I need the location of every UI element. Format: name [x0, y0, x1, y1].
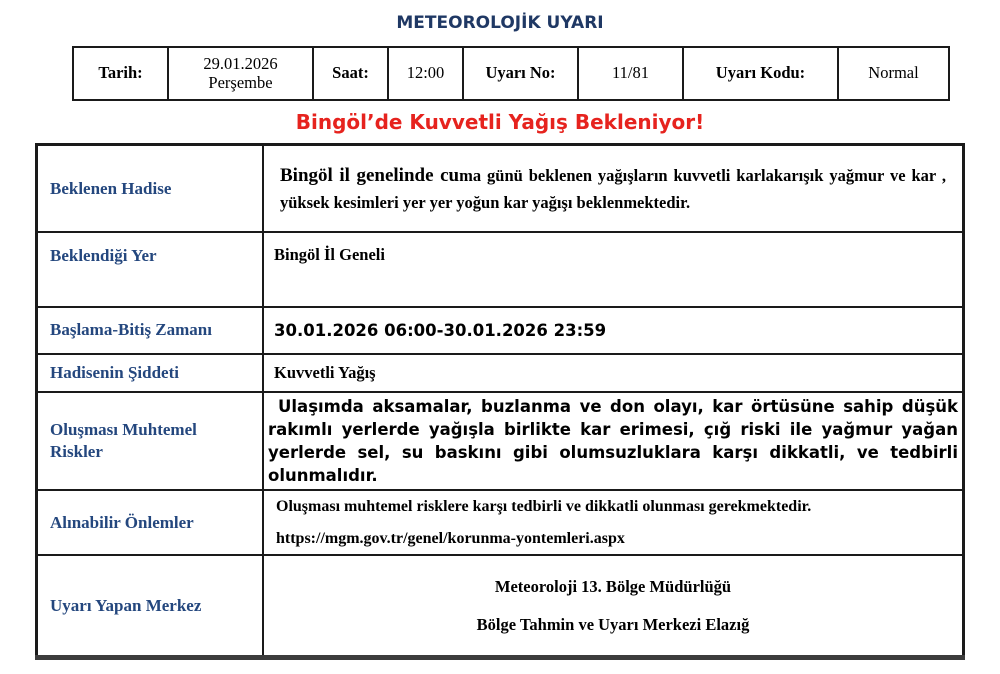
table-row-possible-risks [37, 392, 964, 490]
warning-detail-table [35, 143, 965, 660]
start-end-time-value: 30.01.2026 06:00-30.01.2026 23:59 [263, 307, 964, 354]
issuing-center-label: Uyarı Yapan Merkez [37, 555, 264, 658]
issuing-center-line2: Bölge Tahmin ve Uyarı Merkezi Elazığ [476, 614, 750, 634]
precautions-text: Oluşması muhtemel risklere karşı tedbirli ve dikkatli olunması gerekmektedir. [276, 497, 812, 515]
expected-event-text-rest: ma günü beklenen yağışların kuvvetli karlakarışık yağmur ve kar , yüksek kesimleri yer yer yoğun kar yağışı beklenmektedir. [280, 165, 946, 213]
possible-risks-value: Ulaşımda aksamalar, buzlanma ve don olayı, kar örtüsüne sahip düşük rakımlı yerlerde yağışla birlikte kar erimesi, çığ riski ile yağmur yağan yerlerde sel, su baskını gibi olumsuzluklara karşı dikkatli, ve tedbirli olunmalıdır. [263, 392, 964, 490]
start-end-time-label: Başlama-Bitiş Zamanı [37, 307, 264, 354]
time-value: 12:00 [388, 47, 463, 100]
warning-number-value: 11/81 [578, 47, 683, 100]
possible-risks-label: Oluşması Muhtemel Riskler [37, 392, 264, 490]
precautions-value [263, 490, 964, 555]
warning-number-label: Uyarı No: [463, 47, 578, 100]
expected-location-value: Bingöl İl Geneli [263, 232, 964, 307]
document-title: METEOROLOJİK UYARI [396, 13, 604, 33]
expected-event-label: Beklenen Hadise [37, 145, 264, 232]
table-row-expected-location [37, 232, 964, 307]
expected-location-label: Beklendiği Yer [37, 232, 264, 307]
issuing-center-line1: Meteoroloji 13. Bölge Müdürlüğü [494, 576, 732, 596]
date-value-day: Perşembe [208, 72, 273, 92]
warning-code-label: Uyarı Kodu: [683, 47, 838, 100]
expected-event-text-lead: Bingöl il genelinde cu [280, 164, 460, 186]
date-value-date: 29.01.2026 [203, 53, 278, 73]
precautions-label: Alınabilir Önlemler [37, 490, 264, 555]
date-value [168, 47, 313, 100]
event-severity-value: Kuvvetli Yağış [263, 354, 964, 392]
table-row-start-end-time [37, 307, 964, 354]
meta-table [72, 46, 950, 101]
precautions-url-link[interactable]: https://mgm.gov.tr/genel/korunma-yontemleri.aspx [276, 529, 625, 547]
date-label: Tarih: [73, 47, 168, 100]
table-row-issuing-center [37, 555, 964, 658]
table-row-expected-event [37, 145, 964, 232]
time-label: Saat: [313, 47, 388, 100]
table-row-event-severity [37, 354, 964, 392]
warning-code-value: Normal [838, 47, 949, 100]
issuing-center-value [263, 555, 964, 658]
meta-row [73, 47, 949, 100]
expected-event-value [263, 145, 964, 232]
event-severity-label: Hadisenin Şiddeti [37, 354, 264, 392]
alert-headline: Bingöl’de Kuvvetli Yağış Bekleniyor! [295, 110, 705, 134]
table-row-precautions [37, 490, 964, 555]
